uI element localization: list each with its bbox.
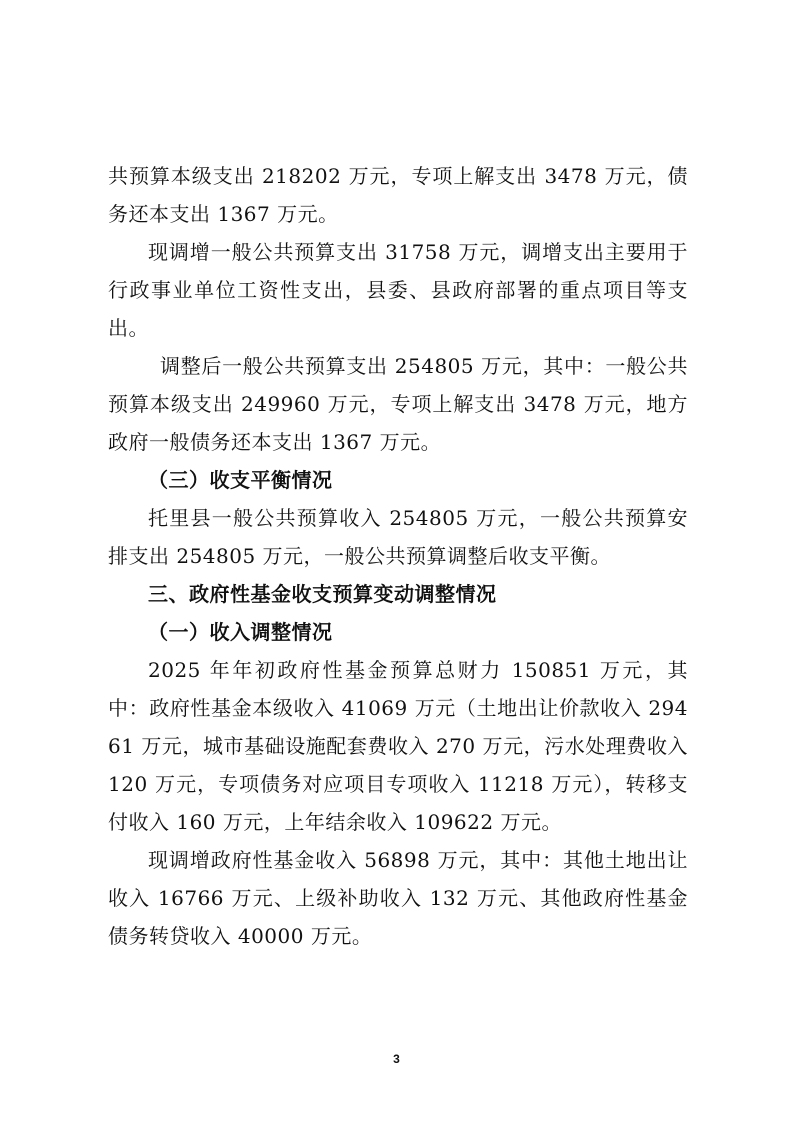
paragraph-balance-detail: 托里县一般公共预算收入 254805 万元，一般公共预算安排支出 254805 万元，一般公共预算调整后收支平衡。 — [108, 506, 688, 568]
heading-income-adjustment: （一）收入调整情况 — [148, 620, 333, 644]
heading-balance-status: （三）收支平衡情况 — [148, 468, 333, 492]
paragraph-adjusted-expenditure: 调整后一般公共预算支出 254805 万元，其中：一般公共预算本级支出 249960 万元，专项上解支出 3478 万元，地方政府一般债务还本支出 1367 万元。 — [108, 354, 688, 454]
paragraph-fund-income-initial: 2025 年年初政府性基金预算总财力 150851 万元，其中：政府性基金本级收入 41069 万元（土地出让价款收入 29461 万元，城市基础设施配套费收入 270 万元，污水处理费收入 120 万元，专项债务对应项目专项收入 11218 万元），转移支付收入 160 万元，上年结余收入 109622 万元。 — [108, 658, 688, 834]
paragraph-expenditure-increase: 现调增一般公共预算支出 31758 万元，调增支出主要用于行政事业单位工资性支出，县委、县政府部署的重点项目等支出。 — [108, 240, 688, 340]
paragraph-general-budget-expenditure: 共预算本级支出 218202 万元，专项上解支出 3478 万元，债务还本支出 1367 万元。 — [108, 164, 688, 226]
heading-fund-budget-adjustment: 三、政府性基金收支预算变动调整情况 — [148, 582, 497, 606]
page-number: 3 — [393, 1052, 400, 1066]
paragraph-fund-income-increase: 现调增政府性基金收入 56898 万元，其中：其他土地出让收入 16766 万元、上级补助收入 132 万元、其他政府性基金债务转贷收入 40000 万元。 — [108, 848, 688, 948]
